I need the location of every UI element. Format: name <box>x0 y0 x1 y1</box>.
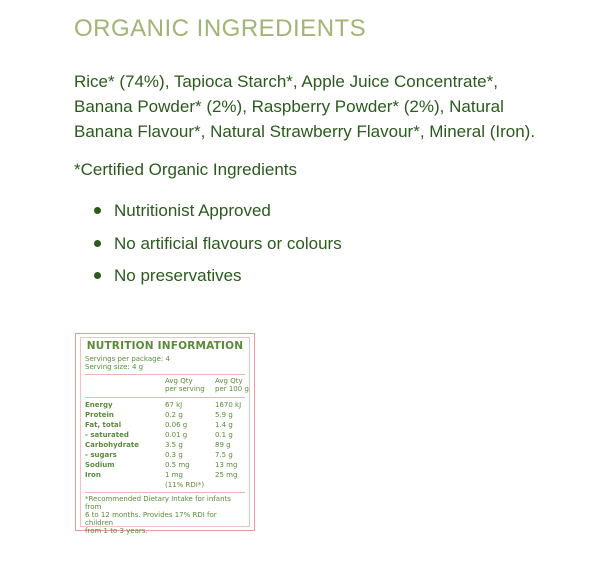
nutrient-label: Energy <box>85 401 113 410</box>
nutrient-label: Carbohydrate <box>85 441 139 450</box>
ingredients-line: Rice* (74%), Tapioca Starch*, Apple Juice Concentrate*, <box>74 72 498 91</box>
footnote-line: 6 to 12 months. Provides 17% RDI for children <box>85 511 217 528</box>
bullet-icon <box>94 240 101 247</box>
bullet-icon <box>94 207 101 214</box>
feature-label: No artificial flavours or colours <box>114 233 342 253</box>
feature-label: No preservatives <box>114 266 242 285</box>
nutrition-panel <box>80 337 250 536</box>
divider <box>85 397 245 398</box>
per-100g-value: 1.4 g <box>215 421 233 430</box>
per-100g-value: 25 mg <box>215 471 238 480</box>
per-serving-value: 1 mg <box>165 471 183 480</box>
per-serving-value: 0.06 g <box>165 421 188 430</box>
per-100g-value: 89 g <box>215 441 231 450</box>
per-100g-value: 5.9 g <box>215 411 233 420</box>
footnote-line: *Recommended Dietary Intake for infants from <box>85 495 231 512</box>
per-100g-value: 0.1 g <box>215 431 233 440</box>
col-header: per 100 g <box>215 384 249 393</box>
feature-item <box>94 231 342 264</box>
iron-rdi-note: (11% RDI*) <box>165 481 205 490</box>
feature-item <box>94 198 342 231</box>
divider <box>85 492 245 493</box>
nutrition-column-headers <box>85 376 249 393</box>
nutrient-label: - saturated <box>85 431 129 440</box>
per-serving-value: 0.2 g <box>165 411 183 420</box>
section-heading: ORGANIC INGREDIENTS <box>74 15 367 42</box>
per-serving-value: 0.01 g <box>165 431 188 440</box>
per-100g-value: 13 mg <box>215 461 238 470</box>
per-serving-value: 67 kJ <box>165 401 183 410</box>
nutrient-label: Sodium <box>85 461 115 470</box>
servings-per-package: Servings per package: 4 <box>85 355 170 364</box>
col-header: Avg Qty <box>165 376 193 385</box>
nutrition-table <box>85 400 245 490</box>
nutrient-label: Fat, total <box>85 421 122 430</box>
rdi-footnote <box>85 495 245 535</box>
footnote-line: from 1 to 3 years. <box>85 527 148 536</box>
nutrition-title: NUTRITION INFORMATION <box>86 340 244 352</box>
per-100g-value: 7.5 g <box>215 451 233 460</box>
nutrition-panel-image <box>75 333 255 536</box>
per-serving-value: 3.5 g <box>165 441 183 450</box>
ingredients-text <box>74 69 594 144</box>
col-header: per serving <box>165 384 205 393</box>
divider <box>85 374 245 375</box>
per-serving-value: 0.3 g <box>165 451 183 460</box>
nutrient-label: Iron <box>85 471 101 480</box>
nutrient-label: Protein <box>85 411 114 420</box>
feature-label: Nutritionist Approved <box>114 201 271 220</box>
per-serving-value: 0.5 mg <box>165 461 190 470</box>
feature-list <box>94 198 342 296</box>
certified-organic-note: *Certified Organic Ingredients <box>74 160 298 179</box>
col-header: Avg Qty <box>215 376 243 385</box>
ingredients-line: Banana Powder* (2%), Raspberry Powder* (2%), Natural <box>74 97 504 116</box>
serving-size: Serving size: 4 g <box>85 363 144 372</box>
per-100g-value: 1670 kJ <box>215 401 242 410</box>
nutrient-label: - sugars <box>85 451 117 460</box>
feature-item <box>94 263 342 296</box>
ingredients-line: Banana Flavour*, Natural Strawberry Flavour*, Mineral (Iron). <box>74 122 536 141</box>
bullet-icon <box>94 272 101 279</box>
